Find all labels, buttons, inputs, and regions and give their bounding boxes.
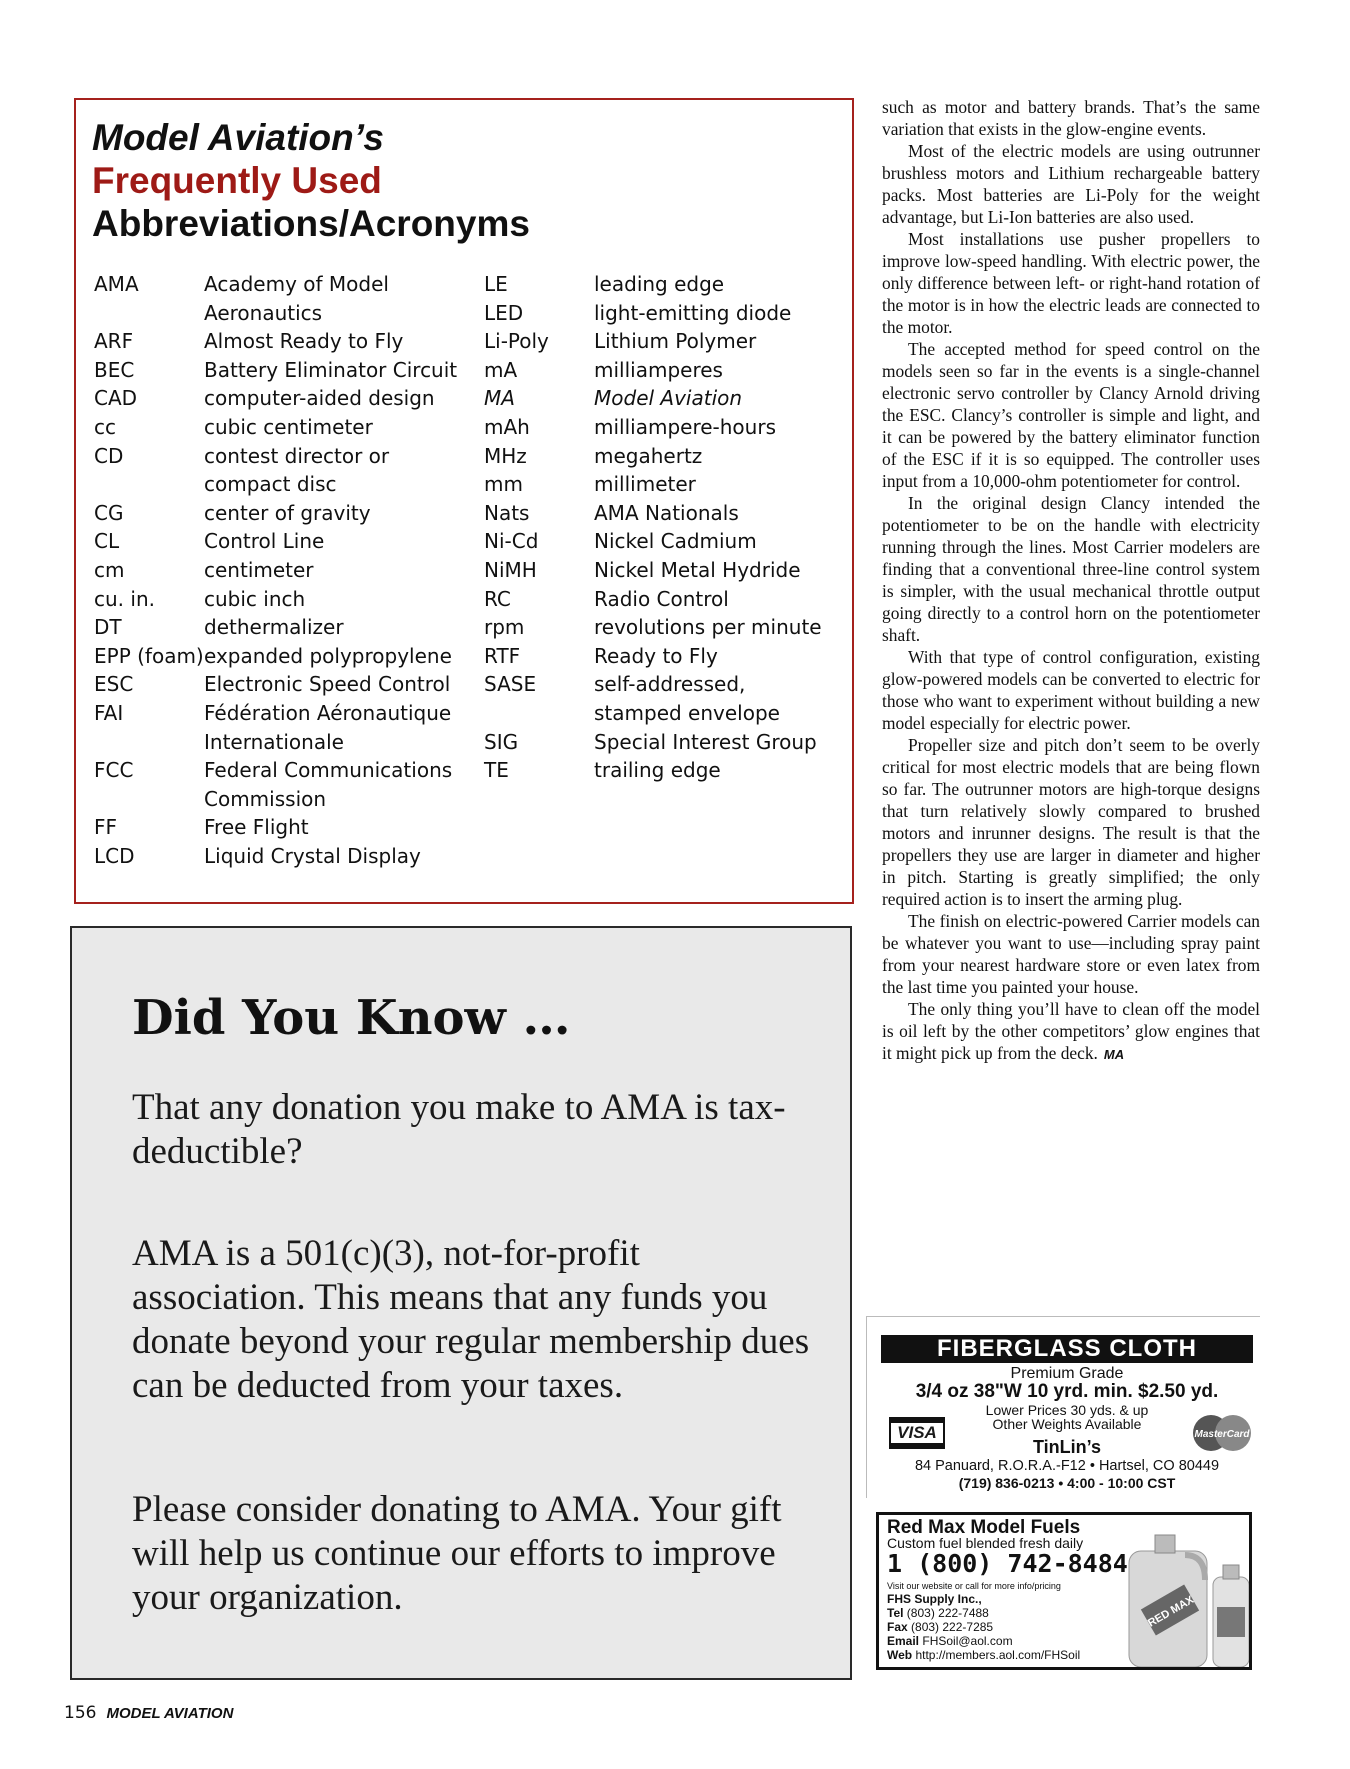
article-paragraph: The finish on electric-powered Carrier models can be whatever you want to use—including spray paint from your nearest hardware store or even latex from the last time you painted your house. (882, 911, 1260, 997)
acronym-row (484, 642, 854, 671)
page-number: 156 (64, 1703, 97, 1723)
mastercard-logo-text: MasterCard (1194, 1429, 1250, 1440)
acronym-row (484, 470, 854, 499)
acronym-abbr: Nats (484, 500, 530, 525)
acronym-row (484, 270, 854, 299)
acronym-def: expanded polypropylene (204, 643, 452, 668)
acronym-row (484, 527, 854, 556)
article-paragraph-text: The only thing you’ll have to clean off the model is oil left by the other competitors’ glow engines that it might pick up from the deck. (882, 999, 1260, 1063)
acronym-row (484, 327, 854, 356)
acronym-abbr: Ni-Cd (484, 529, 539, 554)
acronym-abbr: mAh (484, 414, 530, 439)
ad-web-label: Web (887, 1648, 913, 1662)
ad-email (887, 1634, 1013, 1648)
acronym-def: computer-aided design (204, 386, 435, 411)
did-you-know-title: Did You Know … (132, 990, 571, 1046)
acronym-def: Federal Communications Commission (204, 758, 453, 811)
article-last-paragraph (882, 998, 1260, 1066)
acronym-abbr: MA (484, 386, 515, 411)
acronym-def: Nickel Metal Hydride (594, 557, 801, 582)
acronym-row (94, 756, 474, 813)
acronym-abbr: SIG (484, 729, 519, 754)
ad-headline: FIBERGLASS CLOTH (881, 1335, 1253, 1363)
acronym-row (484, 442, 854, 471)
acronym-def: Lithium Polymer (594, 329, 757, 354)
article-paragraph: With that type of control configuration, existing glow-powered models can be converted to electric for those who want to experiment without building a new model especially for electric power. (882, 647, 1260, 733)
acronym-abbr: EPP (foam) (94, 643, 204, 668)
acronym-def: millimeter (594, 472, 696, 497)
acronym-row (94, 527, 474, 556)
acronym-row (94, 842, 474, 871)
acronym-def: cubic inch (204, 586, 306, 611)
acronyms-left-column (94, 270, 474, 870)
acronym-def: megahertz (594, 443, 703, 468)
acronym-abbr: CAD (94, 386, 138, 411)
article-paragraph: In the original design Clancy intended the potentiometer to be on the handle with electricity running through the lines. Most Carrier modelers are finding that a conventional three-line control system is simpler, with the usual mechanical throttle output going directly to a control horn on the potentiometer shaft. (882, 493, 1260, 645)
acronym-abbr: CD (94, 443, 124, 468)
article-paragraph: Propeller size and pitch don’t seem to be overly critical for most electric models that are being flown so far. The outrunner motors are high-torque designs that turn relatively slowly compared to brushed motors and inrunner designs. The result is that the propellers they use are larger in diameter and higher in pitch. Starting is greatly simplified; the only required action is to insert the arming plug. (882, 735, 1260, 909)
ad-tel-label: Tel (887, 1606, 904, 1620)
acronym-row (94, 642, 474, 671)
ad-email-value: FHSoil@aol.com (922, 1634, 1013, 1648)
article-paragraph: The accepted method for speed control on the models seen so far in the events is a single-channel electronic servo controller by Clancy Arnold driving the ESC. Clancy’s controller is simple and light, and it can be powered by the battery eliminator function of the ESC if it is so equipped. The controller uses input from a 10,000-ohm potentiometer for control. (882, 339, 1260, 491)
acronym-def: Fédération Aéronautique Internationale (204, 700, 452, 754)
acronym-def: leading edge (594, 272, 725, 296)
ad-tel-value: (803) 222-7488 (906, 1606, 989, 1620)
acronym-def: Model Aviation (594, 386, 743, 411)
acronym-def: cubic centimeter (204, 414, 373, 439)
end-mark: MA (1103, 1047, 1125, 1062)
acronym-row (94, 499, 474, 528)
acronym-def: center of gravity (204, 500, 371, 525)
ad-price: 3/4 oz 38"W 10 yrd. min. $2.50 yd. (915, 1381, 1219, 1402)
acronym-def: contest director or compact disc (204, 443, 390, 497)
acronym-row (94, 670, 474, 699)
acronym-def: milliamperes (594, 357, 723, 382)
acronyms-title-line2: Frequently Used (92, 160, 382, 201)
ad-phone-hours: (719) 836-0213 • 4:00 - 10:00 CST (958, 1475, 1176, 1491)
acronym-def: Academy of Model Aeronautics (204, 272, 389, 325)
ad-fax-label: Fax (887, 1620, 908, 1634)
fiberglass-cloth-ad (866, 1316, 1260, 1498)
ad-other-weights: Other Weights Available (992, 1416, 1142, 1432)
did-you-know-paragraph-2: AMA is a 501(c)(3), not-for-profit association. This means that any funds you donate beyond your regular membership dues can be deducted from your taxes. (132, 1233, 810, 1406)
acronym-def: Nickel Cadmium (594, 529, 757, 554)
article-paragraph: Most of the electric models are using outrunner brushless motors and Lithium rechargeable battery packs. Most batteries are Li-Poly for the weight advantage, but Li-Ion batteries are also used. (882, 141, 1260, 227)
acronym-abbr: LE (484, 272, 508, 296)
acronym-def: Free Flight (204, 815, 309, 840)
jug-label: RED MAX (1146, 1593, 1196, 1630)
ad-email-label: Email (887, 1634, 920, 1648)
acronym-def: Almost Ready to Fly (204, 329, 404, 354)
acronym-abbr: FAI (94, 700, 124, 725)
acronym-def: self-addressed, stamped envelope (594, 672, 780, 725)
acronym-abbr: NiMH (484, 557, 537, 582)
acronyms-title-line1: Model Aviation’s (92, 117, 384, 158)
acronym-abbr: cc (94, 414, 116, 439)
ad-visit-note: Visit our website or call for more info/pricing (887, 1581, 1061, 1591)
acronym-abbr: CG (94, 500, 124, 525)
acronym-def: light-emitting diode (594, 300, 792, 325)
acronym-row (484, 299, 854, 328)
ad-tel (887, 1606, 989, 1620)
acronym-abbr: LCD (94, 843, 135, 868)
acronym-row (94, 556, 474, 585)
ad-fax (887, 1620, 993, 1634)
acronym-row (484, 756, 854, 785)
ad-grade: Premium Grade (1010, 1365, 1124, 1382)
ad-fax-value: (803) 222-7285 (911, 1620, 994, 1634)
acronym-abbr: cu. in. (94, 586, 155, 611)
article-paragraph: Most installations use pusher propellers to improve low-speed handling. With electric power, the only difference between left- or right-hand rotation of the motor is in how the electric leads are connected to the motor. (882, 229, 1260, 337)
ad-supplier: FHS Supply Inc., (887, 1592, 982, 1606)
acronym-row (484, 728, 854, 757)
acronym-row (94, 813, 474, 842)
acronym-def: Liquid Crystal Display (204, 843, 421, 868)
acronym-def: dethermalizer (204, 615, 344, 640)
magazine-name: MODEL AVIATION (106, 1705, 234, 1722)
acronym-row (484, 670, 854, 727)
acronym-abbr: RC (484, 586, 511, 611)
ad-lower-prices: Lower Prices 30 yds. & up (985, 1402, 1149, 1418)
acronym-def: Battery Eliminator Circuit (204, 357, 458, 382)
acronym-row (484, 499, 854, 528)
visa-logo-text: VISA (897, 1423, 937, 1442)
acronym-row (484, 585, 854, 614)
acronym-def: Radio Control (594, 586, 729, 611)
acronym-row (94, 356, 474, 385)
acronym-row (484, 613, 854, 642)
acronyms-title-line3: Abbreviations/Acronyms (92, 203, 530, 244)
acronym-abbr: SASE (484, 672, 537, 697)
acronym-def: Electronic Speed Control (204, 672, 451, 697)
acronym-abbr: AMA (94, 272, 139, 296)
acronym-def: AMA Nationals (594, 500, 739, 525)
acronym-abbr: mA (484, 357, 518, 382)
ad-phone: 1 (800) 742-8484 (887, 1549, 1128, 1578)
acronym-row (94, 384, 474, 413)
ad-web (887, 1648, 1080, 1662)
acronym-row (94, 585, 474, 614)
ad-company: TinLin’s (1032, 1437, 1101, 1457)
ad-tagline: Custom fuel blended fresh daily (887, 1535, 1084, 1551)
acronym-abbr: mm (484, 472, 523, 497)
acronym-abbr: cm (94, 557, 125, 582)
acronym-abbr: MHz (484, 443, 527, 468)
did-you-know-box (70, 926, 852, 1680)
acronym-abbr: FF (94, 815, 118, 840)
acronym-def: trailing edge (594, 758, 721, 783)
ad-web-value: http://members.aol.com/FHSoil (915, 1648, 1081, 1662)
acronym-row (484, 556, 854, 585)
acronyms-title (92, 116, 530, 245)
acronym-def: Ready to Fly (594, 643, 718, 668)
acronym-row (484, 356, 854, 385)
acronym-abbr: rpm (484, 615, 525, 640)
acronym-abbr: Li-Poly (484, 329, 549, 354)
acronym-row (94, 699, 474, 756)
acronyms-right-column (484, 270, 854, 785)
acronym-row (94, 270, 474, 327)
acronym-abbr: ESC (94, 672, 134, 697)
acronym-row (94, 613, 474, 642)
did-you-know-paragraph-3: Please consider donating to AMA. Your gift will help us continue our efforts to improve your organization. (132, 1489, 782, 1618)
acronyms-box (74, 98, 854, 904)
acronym-def: Special Interest Group (594, 729, 817, 754)
acronym-abbr: RTF (484, 643, 521, 668)
acronym-row (94, 413, 474, 442)
acronym-abbr: BEC (94, 357, 135, 382)
acronym-abbr: ARF (94, 329, 134, 354)
ad-name: Red Max Model Fuels (887, 1517, 1081, 1538)
article-column (882, 96, 1260, 1066)
acronym-def: milliampere-hours (594, 414, 776, 439)
acronym-def: revolutions per minute (594, 615, 822, 640)
acronym-row (94, 327, 474, 356)
acronym-def: Control Line (204, 529, 325, 554)
acronym-abbr: CL (94, 529, 120, 554)
red-max-fuels-ad (876, 1512, 1252, 1670)
ad-address: 84 Panuard, R.O.R.A.-F12 • Hartsel, CO 80449 (914, 1458, 1220, 1474)
acronym-abbr: LED (484, 300, 524, 325)
acronym-abbr: FCC (94, 758, 134, 783)
article-paragraph: such as motor and battery brands. That’s the same variation that exists in the glow-engine events. (882, 97, 1260, 139)
did-you-know-paragraph-1: That any donation you make to AMA is tax-deductible? (132, 1087, 786, 1172)
page-footer (64, 1703, 233, 1723)
acronym-abbr: DT (94, 615, 122, 640)
acronym-row (484, 413, 854, 442)
acronym-row (484, 384, 854, 413)
acronym-def: centimeter (204, 557, 314, 582)
acronym-row (94, 442, 474, 499)
fuel-jugs-image (1125, 1525, 1252, 1670)
acronym-abbr: TE (484, 758, 509, 783)
